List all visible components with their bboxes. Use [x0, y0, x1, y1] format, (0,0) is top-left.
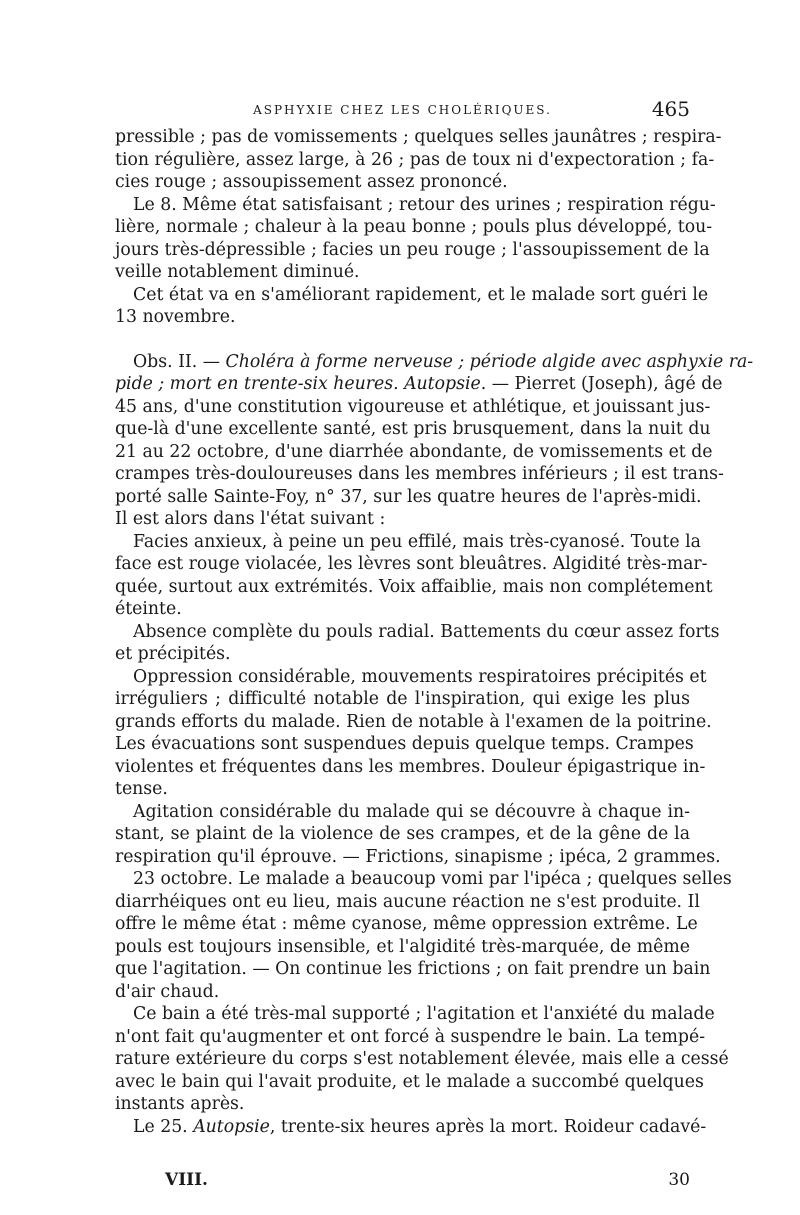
text-line: pouls est toujours insensible, et l'algidité très-marquée, de même [115, 936, 690, 957]
text-line: tion régulière, assez large, à 26 ; pas de toux ni d'expectoration ; fa- [115, 149, 715, 170]
obs-title: Choléra à forme nerveuse ; période algide avec asphyxie ra- [225, 351, 754, 372]
text-line: diarrhéiques ont eu lieu, mais aucune réaction ne s'est produite. Il [115, 891, 700, 912]
text-line: Oppression considérable, mouvements respiratoires précipités et [133, 666, 707, 687]
text-line: éteinte. [115, 599, 182, 619]
text-line: Les évacuations sont suspendues depuis quelque temps. Crampes [115, 734, 694, 754]
text-line: respiration qu'il éprouve. — Frictions, sinapisme ; ipéca, 2 grammes. [115, 846, 721, 867]
text-line: Le 25. Autopsie, trente-six heures après la mort. Roideur cadavé- [133, 1116, 707, 1137]
text-line: Il est alors dans l'état suivant : [115, 509, 386, 529]
text-line: quée, surtout aux extrémités. Voix affaiblie, mais non complétement [115, 576, 713, 597]
sheet-number: 30 [668, 1170, 690, 1190]
text-line: que-là d'une excellente santé, est pris brusquement, dans la nuit du [115, 419, 711, 439]
observation-heading [115, 351, 754, 374]
text-line: tense. [115, 779, 168, 799]
text-line: 21 au 22 octobre, d'une diarrhée abondante, de vomissements et de [115, 441, 713, 462]
text-line: rature extérieure du corps s'est notablement élevée, mais elle a cessé [115, 1049, 729, 1069]
text-line: d'air chaud. [115, 981, 220, 1002]
running-head [115, 97, 690, 123]
text-line: instants après. [115, 1094, 245, 1114]
text-line: Ce bain a été très-mal supporté ; l'agitation et l'anxiété du malade [133, 1004, 715, 1024]
text-line: face est rouge violacée, les lèvres sont bleuâtres. Algidité très-mar- [115, 554, 708, 574]
text-line: lière, normale ; chaleur à la peau bonne ; pouls plus développé, tou- [115, 217, 713, 237]
running-title: ASPHYXIE CHEZ LES CHOLÉRIQUES. [253, 103, 552, 117]
page-number: 465 [651, 97, 690, 121]
text-line: grands efforts du malade. Rien de notable à l'examen de la poitrine. [115, 711, 712, 732]
autopsie-label: Autopsie [193, 1116, 270, 1137]
text-line: 45 ans, d'une constitution vigoureuse et athlétique, et jouissant jus- [115, 396, 711, 417]
text-line: pide ; mort en trente-six heures. Autopsie. — Pierret (Joseph), âgé de [115, 374, 723, 394]
section-gap [115, 329, 690, 351]
signature-mark: VIII. [165, 1170, 208, 1190]
text-line: pressible ; pas de vomissements ; quelques selles jaunâtres ; respira- [115, 127, 722, 147]
body-text [115, 126, 754, 1138]
obs-title-cont: pide ; mort en trente-six heures. Autopsie. [115, 374, 487, 394]
page-footer [115, 1170, 690, 1194]
text-line: que l'agitation. — On continue les frictions ; on fait prendre un bain [115, 959, 711, 979]
text-line: veille notablement diminué. [115, 262, 360, 282]
text-line: porté salle Sainte-Foy, n° 37, sur les quatre heures de l'après-midi. [115, 486, 702, 507]
text-line: Absence complète du pouls radial. Battements du cœur assez forts [133, 621, 720, 642]
text-line: stant, se plaint de la violence de ses crampes, et de la gêne de la [115, 824, 690, 844]
text-line: 13 novembre. [115, 307, 236, 327]
text-line: crampes très-douloureuses dans les membres inférieurs ; il est trans- [115, 464, 724, 484]
text-line: violentes et fréquentes dans les membres. Douleur épigastrique in- [115, 756, 706, 777]
text-line: n'ont fait qu'augmenter et ont forcé à suspendre le bain. La tempé- [115, 1026, 706, 1047]
text-line: irréguliers ; difficulté notable de l'inspiration, qui exige les plus [115, 689, 690, 709]
obs-label: Obs. II. — [133, 351, 226, 372]
text-line: Le 8. Même état satisfaisant ; retour des urines ; respiration régu- [133, 194, 716, 215]
text-line: Cet état va en s'améliorant rapidement, et le malade sort guéri le [133, 284, 709, 305]
text-line: offre le même état : même cyanose, même oppression extrême. Le [115, 914, 698, 934]
text-line: cies rouge ; assoupissement assez prononcé. [115, 172, 508, 192]
text-line: 23 octobre. Le malade a beaucoup vomi par l'ipéca ; quelques selles [133, 869, 732, 889]
text-line: jours très-dépressible ; facies un peu rouge ; l'assoupissement de la [115, 239, 710, 260]
text-line: et précipités. [115, 644, 231, 664]
text-line: Facies anxieux, à peine un peu effilé, mais très-cyanosé. Toute la [133, 531, 701, 552]
text-line: Agitation considérable du malade qui se découvre à chaque in- [133, 801, 690, 822]
text-line: avec le bain qui l'avait produite, et le malade a succombé quelques [115, 1071, 704, 1092]
